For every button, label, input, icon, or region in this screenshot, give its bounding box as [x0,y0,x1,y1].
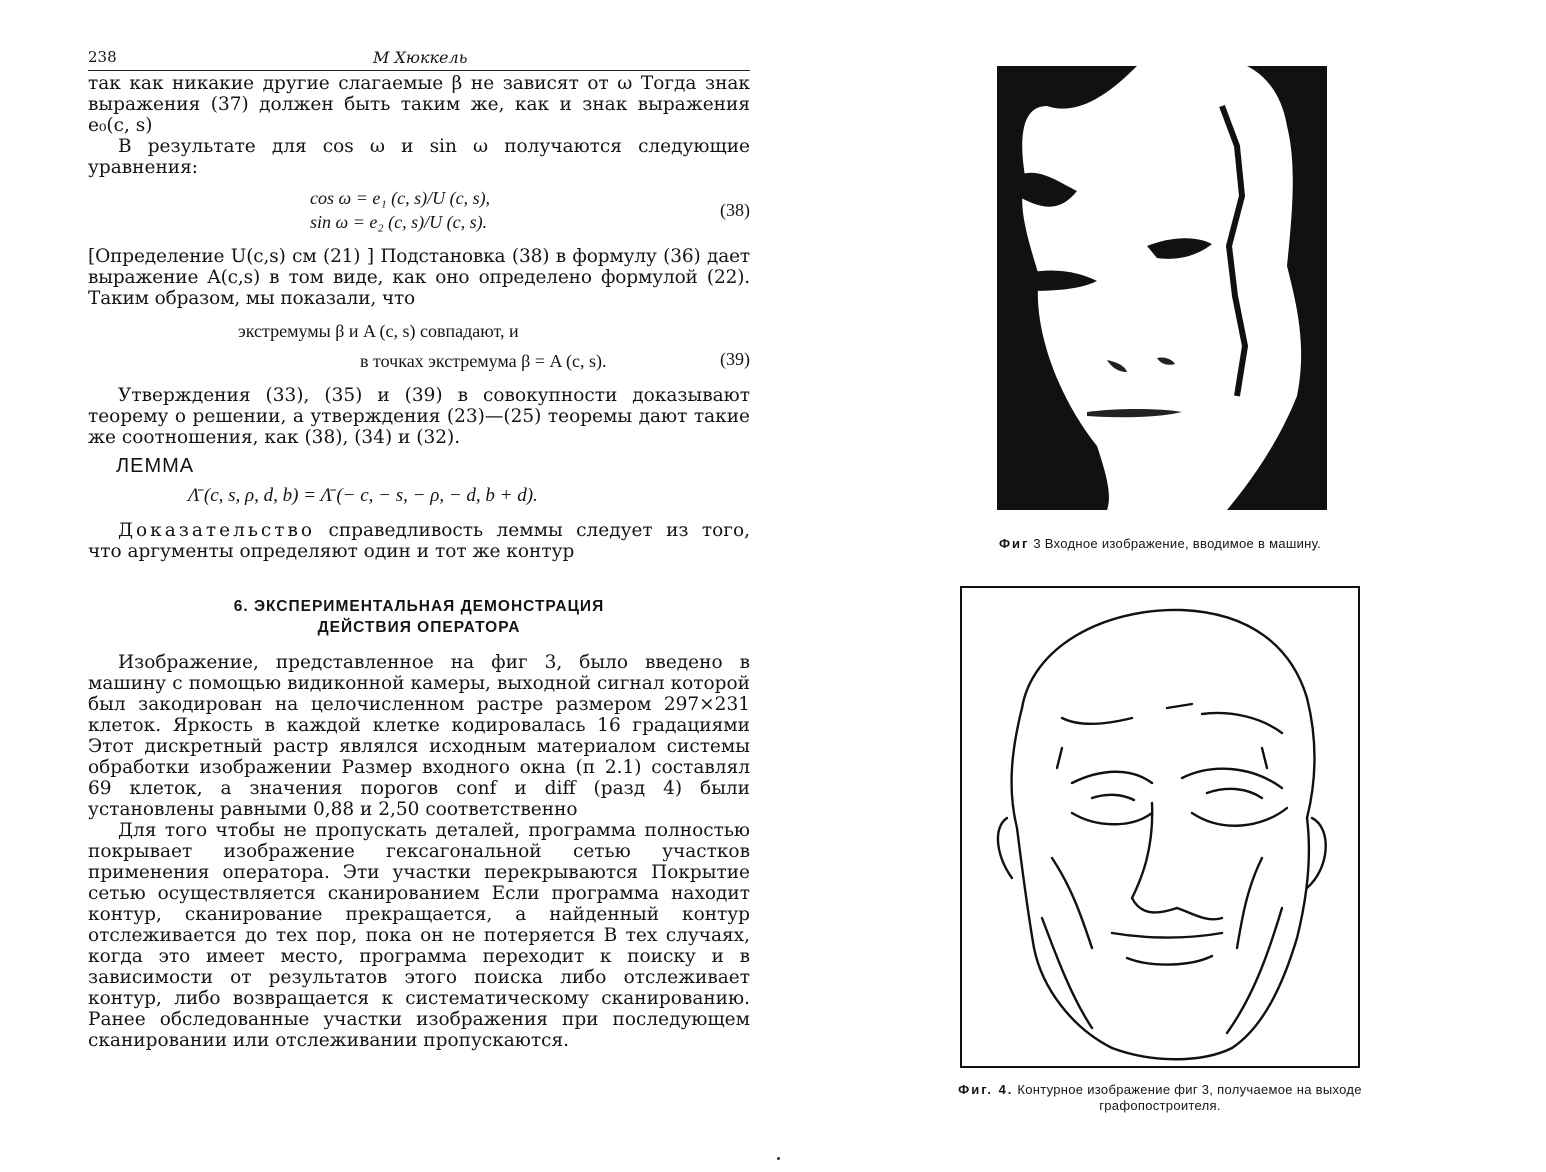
figure-3-label: Фиг [998,536,1030,551]
paragraph-1: так как никакие другие слагаемые β не зависят от ω Тогда знак выражения (37) должен быть таким же, как и знак выражения e₀(c, s) [88,73,750,136]
scan-speck [777,1157,780,1160]
equation-39-line-1: экстремумы β и A (c, s) совпадают, и [238,321,519,341]
figure-4-caption [870,1082,1450,1114]
proof-word: Доказательство [118,520,316,541]
paragraph-5: Изображение, представленное на фиг 3, было введено в машину с помощью видиконной камеры, выходной сигнал которой был закодирован на целочисленном растре размером 297×231 клеток. Яркость в каждой клетке кодировалась 16 градациями Этот дискретный растр являлся исходным материалом системы обработки изображении Размер входного окна (п 2.1) составлял 69 клеток, а значения порогов conf и diff (разд 4) были установлены равными 0,88 и 2,50 соответственно [88,652,750,820]
equation-39 [88,319,750,375]
equation-39-number: (39) [720,349,750,369]
body-text [88,73,750,1051]
left-page [88,40,750,1120]
equation-38-number: (38) [720,200,750,220]
face-photo-graphic [997,66,1327,510]
equation-38 [88,186,750,236]
page-number: 238 [88,48,117,66]
section-heading-line-1: 6. ЭКСПЕРИМЕНТАЛЬНАЯ ДЕМОНСТРАЦИЯ [233,598,605,615]
section-heading [88,596,750,638]
figure-4-caption-line-2: графопостроителя. [1099,1098,1221,1113]
face-contour-graphic [962,588,1358,1066]
equation-38-line-2: sin ω = e₂ (c, s)/U (c, s). [310,212,488,232]
running-head [88,40,750,71]
right-page [870,60,1470,1140]
paragraph-4: Утверждения (33), (35) и (39) в совокупности доказывают теорему о решении, а утверждения (23)—(25) теоремы дают такие же соотношения, как (38), (34) и (32). [88,385,750,448]
paragraph-6: Для того чтобы не пропускать деталей, программа полностью покрывает изображение гексагональной сетью участков применения оператора. Эти участки перекрываются Покрытие сетью осуществляется сканированием Если программа находит контур, сканирование прекращается, а найденный контур отслеживается до тех пор, пока он не потеряется В тех случаях, когда это имеет место, программа переходит к поиску и в зависимости от результатов этого поиска либо отслеживает контур, либо возвращается к систематическому сканированию. Ранее обследованные участки изображения при последующем сканировании или отслеживании пропускаются. [88,820,750,1051]
running-title: М Хюккель [373,48,468,67]
proof-text: справедливость леммы следует из того, что аргументы определяют один и тот же контур [88,520,750,562]
lemma-formula: Λ̄ (c, s, ρ, d, b) = Λ̄ (− c, − s, − ρ, − d, b + d). [188,485,538,506]
equation-39-line-2: в точках экстремума β = A (c, s). [360,351,607,371]
lemma-title: ЛЕММА [116,455,195,477]
paragraph-3: [Определение U(c,s) см (21) ] Подстановка (38) в формулу (36) дает выражение A(c,s) в том виде, как оно определено формулой (22). Таким образом, мы показали, что [88,246,750,309]
paragraph-2: В результате для cos ω и sin ω получаются следующие уравнения: [88,136,750,178]
equation-38-line-1: cos ω = e₁ (c, s)/U (c, s), [310,188,491,208]
figure-4-image [960,586,1360,1068]
figure-4-label: Фиг. 4. [958,1082,1014,1097]
figure-4-caption-line-1 [870,1082,1450,1098]
figure-3-image [997,66,1327,510]
section-heading-line-2: ДЕЙСТВИЯ ОПЕРАТОРА [317,619,521,636]
figure-3-caption-text: 3 Входное изображение, вводимое в машину. [1029,536,1322,551]
figure-3-caption [930,536,1390,551]
figure-4-caption-text: Контурное изображение фиг 3, получаемое на выходе [1013,1082,1362,1097]
proof-paragraph [88,520,750,562]
